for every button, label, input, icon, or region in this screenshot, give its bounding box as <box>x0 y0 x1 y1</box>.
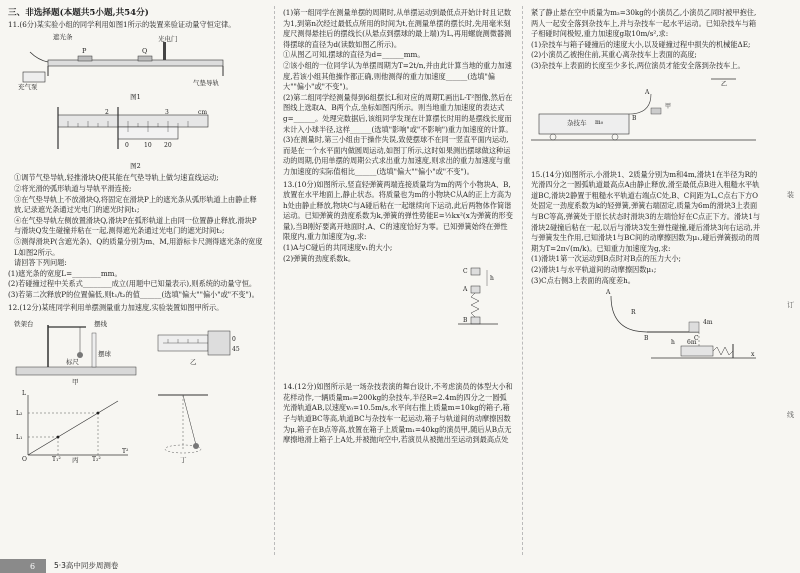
fig-bing-caption: 丙 <box>72 456 79 465</box>
fig2-scale: 0 <box>125 141 129 149</box>
question-11-stem: 11.(6分)某实验小组的同学利用如图1所示的装置来验证动量守恒定律。 <box>8 19 236 29</box>
q11-part: (3)若第二次释放P的位置偏低,则t₁/t₂的值______(选填"偏大""偏小"或"不变")。 <box>8 289 259 299</box>
figure-12-drawings <box>8 315 258 465</box>
q11-part: (1)遮光条的宽度L=________mm。 <box>8 268 122 278</box>
fig14-label: 杂技车 <box>567 118 587 127</box>
q13-part: (2)弹簧的劲度系数k。 <box>283 253 356 263</box>
section-heading: 三、非选择题(本题共5小题,共54分) <box>8 8 149 18</box>
figure-14 <box>531 74 763 144</box>
page-footer <box>0 557 800 573</box>
column-divider <box>522 6 523 555</box>
q12-part: ②该小组的一位同学认为单摆周期为T=2t/n,并由此计算当地的重力加速度,若该小组其他操作都正确,则他测得的重力加速度______(选填"偏大""偏小"或"不变")。 <box>283 60 512 92</box>
figure-1-drawing <box>8 32 258 92</box>
fig15-label: 6m <box>687 339 697 347</box>
fig13-label: h <box>490 275 494 283</box>
fig15-label: A <box>606 289 611 297</box>
q14-continued: 紧了静止悬在空中质量为m₂=30kg的小演员乙,小演员乙同时被甲抱住,两人一起安全落到杂技车上,并与杂技车一起水平运动。已知杂技车与箱子相碰时间极短,重力加速度g取10m/s²,求: <box>531 8 757 39</box>
fig2-unit: cm <box>198 108 208 116</box>
fig-bing-label: T² <box>122 448 129 456</box>
question-13-stem: 13.(10分)如图所示,竖直轻弹簧两端连接质量均为m的两个小物块A、B,放置在水平地面上,静止状态。将质量也为m的小物块C从A的正上方高为h处由静止释放,物块C与A碰后粘在一起继续向下运动,此后两物体作简谐运动。已知弹簧的劲度系数为k,弹簧的弹性势能E=½kx²(x为弹簧的形变量),当B刚好要离开地面时,A、C的速度恰好为零。已知弹簧始终在弹性限度内,重力加速度为g,求: <box>283 179 513 242</box>
column-left <box>8 8 263 467</box>
q12-part: (2)第二组同学经测量得到6组摆长L和对应的周期T,画出L-T²图像,然后在图线上选取A、B两个点,坐标如图丙所示。则当地重力加速度的表达式g=______。处理完数据后,该组同学发现在计算摆长时用的是摆线长度而未计入小球半径,这样______(选填"影响"或"不影响")重力加速度的计算。 <box>283 92 513 134</box>
page-number: 6 <box>30 562 36 571</box>
fig13-label: C <box>463 268 468 276</box>
figure-1 <box>8 32 263 103</box>
figure-13-drawing <box>283 266 513 330</box>
figure-13 <box>283 266 513 330</box>
q14-part: (3)杂技车上表面的长度至少多长,两位演员才能安全落到杂技车上。 <box>531 60 745 70</box>
q13-part: (1)A与C碰后的共同速度v₁的大小; <box>283 243 393 253</box>
fig-jia-label: 铁架台 <box>14 320 34 329</box>
fig1-label: Q <box>142 47 148 56</box>
q11-step: ①调节气垫导轨,轻推滑块Q使其能在气垫导轨上做匀速直线运动; <box>14 173 219 183</box>
fig13-label: A <box>463 286 468 294</box>
q14-part: (2)小演员乙被抱住前,其重心离杂技车上表面的高度; <box>531 50 697 60</box>
fig2-scale: 20 <box>164 141 172 149</box>
q12-part: (1)第一组同学在测量单摆的周期时,从单摆运动到最低点开始计时且记数为1,到第n次经过最低点所用的时间为t,在测量单摆的摆长时,先用毫米刻度尺测得悬挂后的摆线长(从悬点到摆球的最上端)为L,再用螺旋测微器测得摆球的直径为d(读数如图乙所示)。 <box>283 8 512 49</box>
fig-jia-caption: 甲 <box>72 378 79 387</box>
q14-part: (1)杂技车与箱子碰撞后的速度大小,以及碰撞过程中损失的机械能ΔE; <box>531 39 751 49</box>
q11-prompt: 请回答下列问题: <box>14 258 67 268</box>
q11-part: (2)若碰撞过程中关系式________成立(用题中已知量表示),则系统的动量守恒。 <box>8 279 257 289</box>
figure-15-drawing <box>531 288 761 368</box>
fig1-label: 充气泵 <box>18 83 38 92</box>
q15-part: (1)滑块1第一次运动到B点时对B点的压力大小; <box>531 254 681 264</box>
question-12-stem: 12.(12分)某班同学利用单摆测量重力加速度,实验装置如图甲所示。 <box>8 302 224 312</box>
footer-tab <box>0 559 46 573</box>
figure-12-group <box>8 315 263 465</box>
fig2-scale: 3 <box>165 108 169 116</box>
fig1-label: 气垫导轨 <box>193 79 219 88</box>
figure-15 <box>531 288 763 368</box>
fig-jia-label: 摆球 <box>98 350 111 359</box>
q11-step: ②将光滑的弧形轨道与导轨平滑连接; <box>14 183 132 193</box>
fig2-scale: 10 <box>144 141 152 149</box>
fig14-label: 乙 <box>721 80 728 88</box>
fig2-caption: 图2 <box>130 161 141 170</box>
fig1-caption: 图1 <box>130 93 141 102</box>
q15-part: (3)C点右侧3上表面的高度差h。 <box>531 275 635 285</box>
fig13-label: B <box>463 317 468 325</box>
q12-part: (3)在测量时,第三小组由于操作失误,致使摆球不在同一竖直平面内运动,而是在一个水平面内做圆周运动,如图丁所示,这时如果测出摆球做这种运动的周期,仍用单摆的周期公式求出重力加速度,则求出的重力加速度与重力加速度的实际值相比______(选填"偏大""偏小"或"不变")。 <box>283 135 511 176</box>
q11-step: ③在气垫导轨上不放滑块Q,将固定在滑块P上的遮光条从弧形轨道上由静止释放,记录遮光条通过光电门的遮光时间t₁; <box>14 194 257 215</box>
question-14-stem: 14.(12分)如图所示是一场杂技表演的舞台设计,不考虑演员的体型大小和花样动作,一辆质量m₀=200kg的杂技车,半径R=2.4m的四分之一圆弧光滑轨道AB,以速度v₀=10.5m/s,水平向右推上质量m=10kg的箱子,箱子与轨道BC等高,轨道BC与杂技车一起运动,箱子与轨道间的动摩擦因数为μ,箱子在B点等高,放置在箱子上质量m₁=40kg的演员甲,随后从B点无摩擦地滑上箱子上A处,并被抛向空中,若演员从被抛出至运动到最高点处 <box>283 382 513 445</box>
binding-margin-mark: 订 <box>787 301 794 309</box>
question-15-stem: 15.(14分)如图所示,小滑块1、2质量分别为m和4m,滑块1在半径为R的光滑四分之一圆弧轨道最高点A由静止释放,滑至最低点B进入粗糙水平轨道BC,滑块2静置于粗糙水平轨道右端点C处,B、C间距为L,C点右下方O处固定一劲度系数为k的轻弹簧,弹簧右端固定,质量为6m的滑块3上表面与BC等高,弹簧处于原长状态时滑块3的左端恰好在C点正下方。滑块1与滑块2碰撞后粘在一起,以后与滑块3发生弹性碰撞,碰后滑块3向右运动,并与弹簧发生作用,已知滑块1与BC间的动摩擦因数为μ₁,碰后弹簧振动的周期为T=2π√(m/k)。已知重力加速度为g,求: <box>531 169 761 253</box>
fig-yi-label: 0 <box>232 336 236 344</box>
q12-part: ①从图乙可知,摆球的直径为d=______mm。 <box>283 50 425 60</box>
fig-bing-label: L₂ <box>16 410 23 418</box>
fig-yi-caption: 乙 <box>190 358 197 367</box>
figure-2 <box>8 105 263 172</box>
figure-2-caliper <box>8 105 258 161</box>
fig2-scale: 2 <box>105 108 109 116</box>
fig-bing-label: O <box>22 456 27 464</box>
column-right <box>531 8 763 370</box>
fig-bing-label: T₁² <box>52 456 61 464</box>
fig15-label: B <box>644 335 649 343</box>
fig14-label: 甲 <box>665 102 672 110</box>
binding-margin-mark: 装 <box>787 191 794 199</box>
fig15-label: C <box>694 335 699 343</box>
fig15-label: R <box>631 309 636 317</box>
binding-margin-mark: 线 <box>787 411 794 419</box>
fig-ding-caption: 丁 <box>180 456 187 465</box>
fig14-label: m₀ <box>595 118 604 126</box>
fig15-label: 4m <box>703 319 713 327</box>
fig-jia-label: 标尺 <box>66 358 79 367</box>
q15-part: (2)滑块1与水平轨道间的动摩擦因数μ₁; <box>531 264 657 274</box>
column-divider <box>274 6 275 555</box>
fig-yi-label: 45 <box>232 346 240 354</box>
fig14-label: A <box>645 88 650 96</box>
fig1-label: 光电门 <box>158 35 178 44</box>
fig-bing-label: L₁ <box>16 434 23 442</box>
q11-step: ④在气垫导轨左侧放置滑块Q,滑块P在弧形轨道上由同一位置静止释放,滑块P与滑块Q发生碰撞并粘在一起,测得遮光条通过光电门的遮光时间t₂; <box>14 215 257 236</box>
fig15-label: h <box>671 339 675 347</box>
footer-title: 5·3高中同步周测卷 <box>54 561 119 570</box>
fig-jia-label: 摆线 <box>94 320 107 329</box>
column-middle <box>283 8 513 446</box>
fig14-label: B <box>632 114 637 122</box>
q11-step: ⑤测得滑块P(含遮光条)、Q的质量分别为m、M,用游标卡尺测得遮光条的宽度L如图2所示。 <box>14 236 263 257</box>
fig-bing-label: L <box>22 390 26 398</box>
fig1-label: 遮光条 <box>53 33 73 42</box>
fig-bing-label: T₂² <box>92 456 101 464</box>
fig15-label: x <box>751 351 755 359</box>
fig1-label: P <box>82 47 87 56</box>
